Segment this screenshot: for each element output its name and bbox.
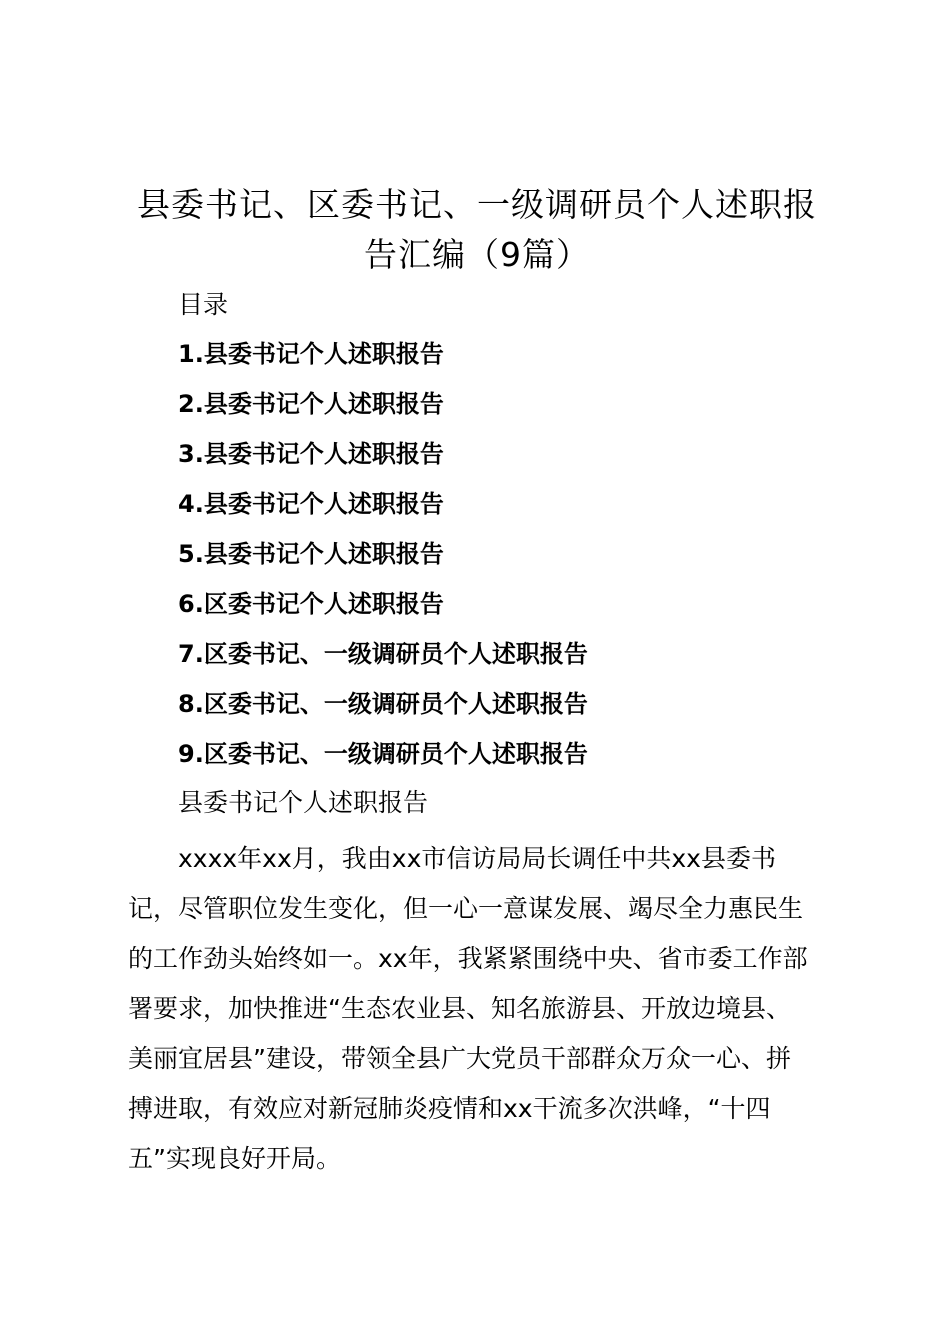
- paragraph-line: xxxx年xx月，我由xx市信访局局长调任中共xx县委书: [178, 844, 776, 873]
- paragraph-line: 的工作劲头始终如一。xx年，我紧紧围绕中央、省市委工作部: [128, 944, 808, 973]
- paragraph-line: 美丽宜居县”建设，带领全县广大党员干部群众万众一心、拼: [128, 1044, 791, 1073]
- toc-item: 2.县委书记个人述职报告: [178, 390, 444, 418]
- toc-item: 9.区委书记、一级调研员个人述职报告: [178, 740, 588, 768]
- title-line-2: 告汇编（9篇）: [364, 235, 590, 274]
- toc-heading: 目录: [178, 290, 229, 319]
- toc-item: 3.县委书记个人述职报告: [178, 440, 444, 468]
- paragraph-line: 署要求，加快推进“生态农业县、知名旅游县、开放边境县、: [128, 994, 791, 1023]
- section-title: 县委书记个人述职报告: [178, 788, 429, 817]
- toc-item: 4.县委书记个人述职报告: [178, 490, 444, 518]
- paragraph-line: 搏进取，有效应对新冠肺炎疫情和xx干流多次洪峰，“十四: [128, 1094, 771, 1123]
- paragraph-line: 五”实现良好开局。: [128, 1144, 341, 1173]
- paragraph-line: 记，尽管职位发生变化，但一心一意谋发展、竭尽全力惠民生: [128, 894, 804, 923]
- toc-item: 5.县委书记个人述职报告: [178, 540, 444, 568]
- toc-item: 1.县委书记个人述职报告: [178, 340, 444, 368]
- toc-item: 8.区委书记、一级调研员个人述职报告: [178, 690, 588, 718]
- document-title: [120, 180, 834, 280]
- title-line-1: 县委书记、区委书记、一级调研员个人述职报: [137, 185, 817, 224]
- body-paragraph: [128, 834, 833, 1184]
- toc-item: 7.区委书记、一级调研员个人述职报告: [178, 640, 588, 668]
- table-of-contents: [178, 336, 588, 786]
- toc-item: 6.区委书记个人述职报告: [178, 590, 444, 618]
